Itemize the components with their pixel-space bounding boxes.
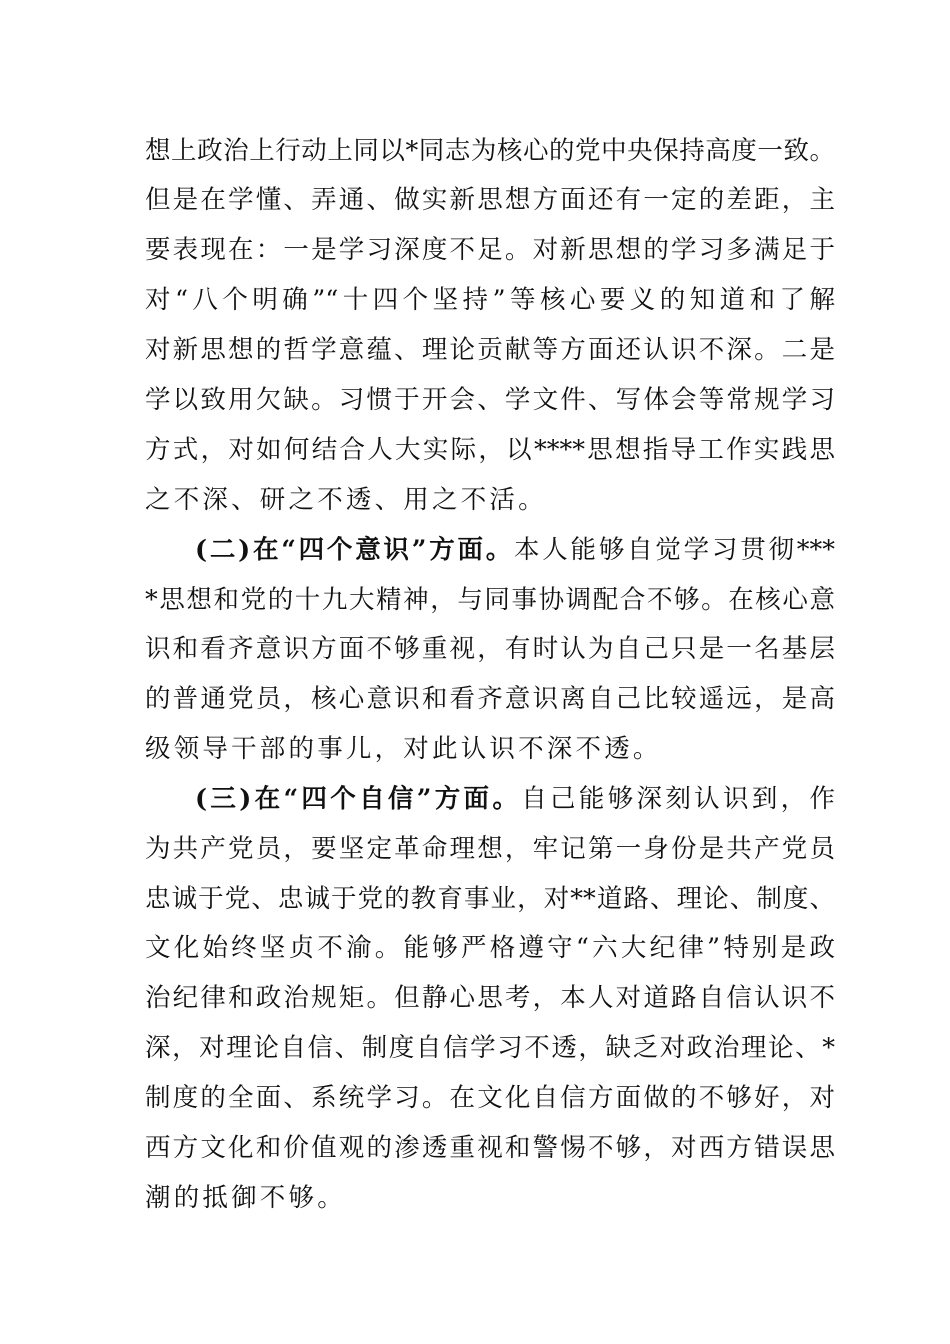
paragraph-2-first-line-text: 本人能够自觉学习贯彻*** xyxy=(514,535,835,565)
paragraph-1-line-4: 对“八个明确”“十四个坚持”等核心要义的知道和了解 xyxy=(145,285,835,315)
paragraph-1-line-3: 要表现在：一是学习深度不足。对新思想的学习多满足于 xyxy=(145,235,835,265)
paragraph-3-line-5: 治纪律和政治规矩。但静心思考，本人对道路自信认识不 xyxy=(145,983,835,1013)
paragraph-2-heading: (二)在“四个意识”方面。 xyxy=(195,535,515,565)
paragraph-2-first-line xyxy=(195,530,835,570)
paragraph-2-line-2: *思想和党的十九大精神，与同事协调配合不够。在核心意 xyxy=(145,585,835,615)
paragraph-1-line-5: 对新思想的哲学意蕴、理论贡献等方面还认识不深。二是 xyxy=(145,335,835,365)
paragraph-3-first-line-text: 自己能够深刻认识到，作 xyxy=(521,784,835,814)
paragraph-3-line-9: 潮的抵御不够。 xyxy=(145,1183,346,1213)
paragraph-2-line-4: 的普通党员，核心意识和看齐意识离自己比较遥远，是高 xyxy=(145,684,835,714)
paragraph-1-line-7: 方式，对如何结合人大实际，以****思想指导工作实践思 xyxy=(145,435,835,465)
paragraph-3-line-4: 文化始终坚贞不渝。能够严格遵守“六大纪律”特别是政 xyxy=(145,933,835,963)
paragraph-1-line-1: 想上政治上行动上同以*同志为核心的党中央保持高度一致。 xyxy=(145,136,835,166)
paragraph-3-line-6: 深，对理论自信、制度自信学习不透，缺乏对政治理论、* xyxy=(145,1033,835,1063)
paragraph-2-line-3: 识和看齐意识方面不够重视，有时认为自己只是一名基层 xyxy=(145,634,835,664)
paragraph-3-first-line xyxy=(195,779,835,819)
paragraph-3-line-2: 为共产党员，要坚定革命理想，牢记第一身份是共产党员 xyxy=(145,834,835,864)
paragraph-3-heading: (三)在“四个自信”方面。 xyxy=(195,784,522,814)
paragraph-1-line-8: 之不深、研之不透、用之不活。 xyxy=(145,485,547,515)
paragraph-3-line-3: 忠诚于党、忠诚于党的教育事业，对**道路、理论、制度、 xyxy=(145,884,835,914)
paragraph-3-line-7: 制度的全面、系统学习。在文化自信方面做的不够好，对 xyxy=(145,1083,835,1113)
paragraph-3-line-8: 西方文化和价值观的渗透重视和警惕不够，对西方错误思 xyxy=(145,1133,835,1163)
paragraph-1-line-2: 但是在学懂、弄通、做实新思想方面还有一定的差距，主 xyxy=(145,185,835,215)
paragraph-2-line-5: 级领导干部的事儿，对此认识不深不透。 xyxy=(145,734,662,764)
paragraph-1-line-6: 学以致用欠缺。习惯于开会、学文件、写体会等常规学习 xyxy=(145,385,835,415)
